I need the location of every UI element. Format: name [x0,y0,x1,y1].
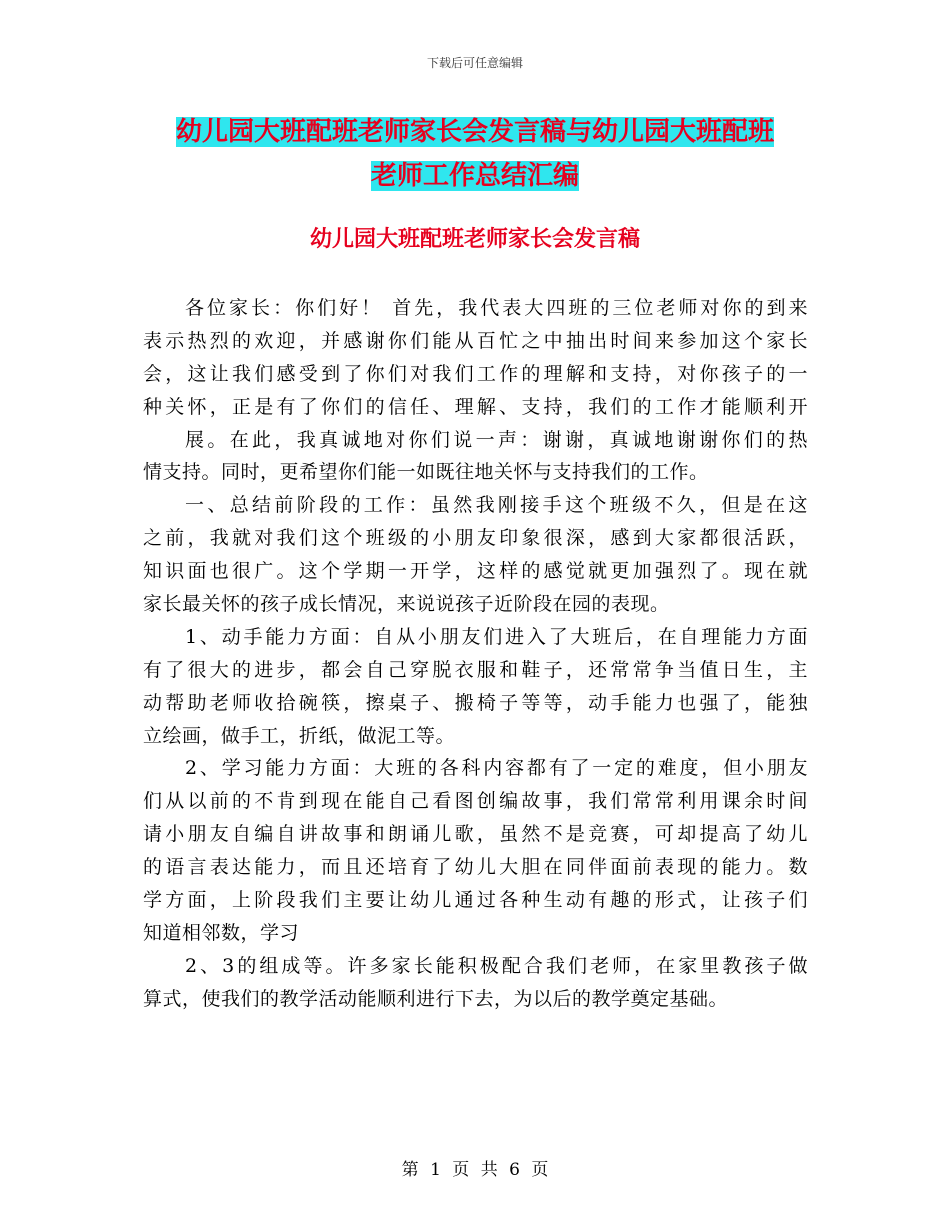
body-line: 请小朋友自编自讲故事和朗诵儿歌，虽然不是竞赛，可却提高了幼儿 [143,823,808,846]
body-line: 1、动手能力方面：自从小朋友们进入了大班后，在自理能力方面 [185,625,808,648]
body-line: 算式，使我们的教学活动能顺利进行下去，为以后的教学奠定基础。 [143,987,729,1010]
body-line: 家长最关怀的孩子成长情况，来说说孩子近阶段在园的表现。 [143,593,670,616]
body-line: 会，这让我们感受到了你们对我们工作的理解和支持，对你孩子的一 [143,362,808,385]
page-header-note: 下载后可任意编辑 [426,56,523,70]
body-line: 知道相邻数，学习 [143,921,300,944]
body-line: 动帮助老师收拾碗筷，擦桌子、搬椅子等等，动手能力也强了，能独 [143,691,808,714]
body-line: 学方面，上阶段我们主要让幼儿通过各种生动有趣的形式，让孩子们 [143,889,808,912]
document-title [140,110,810,198]
body-line: 们从以前的不肯到现在能自己看图创编故事，我们常常利用课余时间 [143,790,808,813]
body-line: 各位家长：你们好！ 首先，我代表大四班的三位老师对你的到来 [185,297,808,319]
body-line: 一、总结前阶段的工作：虽然我刚接手这个班级不久，但是在这 [185,494,808,517]
body-line: 知识面也很广。这个学期一开学，这样的感觉就更加强烈了。现在就 [143,560,808,583]
page-footer: 第 1 页 共 6 页 [401,1160,549,1180]
body-line: 展。在此，我真诚地对你们说一声：谢谢，真诚地谢谢你们的热 [185,428,808,451]
body-line: 2、学习能力方面：大班的各科内容都有了一定的难度，但小朋友 [185,757,808,780]
body-line: 种关怀，正是有了你们的信任、理解、支持，我们的工作才能顺利开 [143,395,808,418]
body-line: 的语言表达能力，而且还培育了幼儿大胆在同伴面前表现的能力。数 [143,856,808,879]
body-line: 2、3的组成等。许多家长能积极配合我们老师，在家里教孩子做 [185,954,808,977]
body-line: 情支持。同时，更希望你们能一如既往地关怀与支持我们的工作。 [143,461,709,484]
document-title-line-1: 幼儿园大班配班老师家长会发言稿与幼儿园大班配班 [175,117,774,147]
body-line: 立绘画，做手工，折纸，做泥工等。 [143,724,456,747]
body-line: 之前，我就对我们这个班级的小朋友印象很深，感到大家都很活跃， [143,527,808,550]
body-line: 有了很大的进步，都会自己穿脱衣服和鞋子，还常常争当值日生，主 [143,658,808,681]
body-line: 表示热烈的欢迎，并感谢你们能从百忙之中抽出时间来参加这个家长 [143,329,808,352]
body-text [143,292,808,1016]
document-title-line-2: 老师工作总结汇编 [370,161,579,191]
section-title: 幼儿园大班配班老师家长会发言稿 [309,227,640,252]
